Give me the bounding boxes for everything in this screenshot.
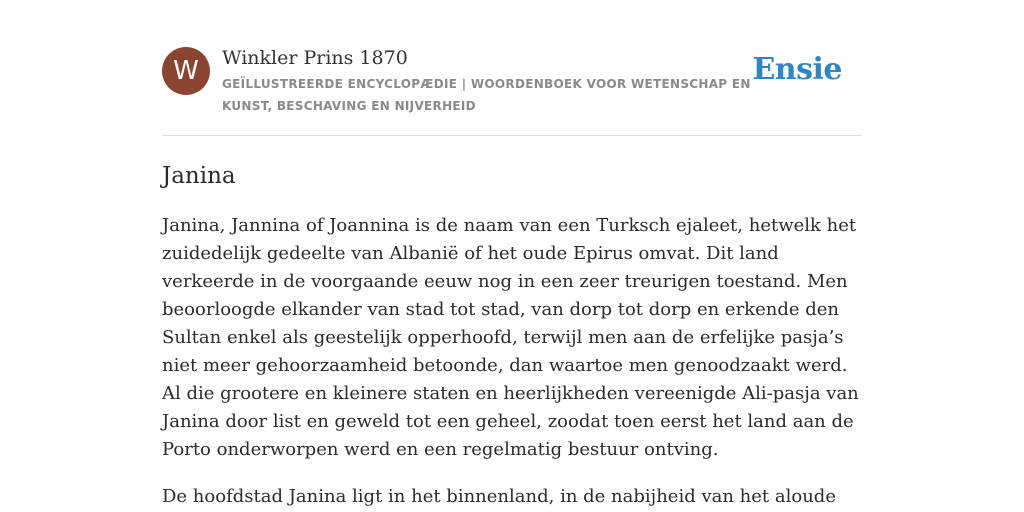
ensie-logo-link[interactable]: Ensie (752, 52, 842, 87)
source-avatar[interactable] (162, 47, 210, 95)
source-title[interactable]: Winkler Prins 1870 (222, 47, 408, 69)
entry-title: Janina (162, 163, 236, 189)
source-header (162, 0, 862, 136)
source-info (222, 45, 752, 117)
entry-page (162, 0, 862, 511)
entry-paragraph-1: Janina, Jannina of Joannina is de naam van een Turksch ejaleet, hetwelk het zuidedelijk gedeelte van Albanië of het oude Epirus omvat. Dit land verkeerde in de voorgaande eeuw nog in een zeer treurigen toestand. Men beoorloogde elkander van stad tot stad, van dorp tot dorp en erkende den Sultan enkel als geestelijk opperhoofd, terwijl men aan de erfelijke pasja’s niet meer gehoorzaamheid betoonde, dan waartoe men genoodzaakt werd. Al die grootere en kleinere staten en heerlijkheden vereenigde Ali-pasja van Janina door list en geweld tot een geheel, zoodat toen eerst het land aan de Porto onderworpen werd en een regelmatig bestuur ontving. (162, 215, 859, 460)
avatar-letter: W (173, 56, 199, 86)
source-subtitle: GEÏLLUSTREERDE ENCYCLOPÆDIE | WOORDENBOEK VOOR WETENSCHAP EN KUNST, BESCHAVING EN NIJVERHEID (222, 77, 751, 113)
entry-paragraph-2: De hoofdstad Janina ligt in het binnenland, in de nabijheid van het aloude (162, 486, 836, 507)
